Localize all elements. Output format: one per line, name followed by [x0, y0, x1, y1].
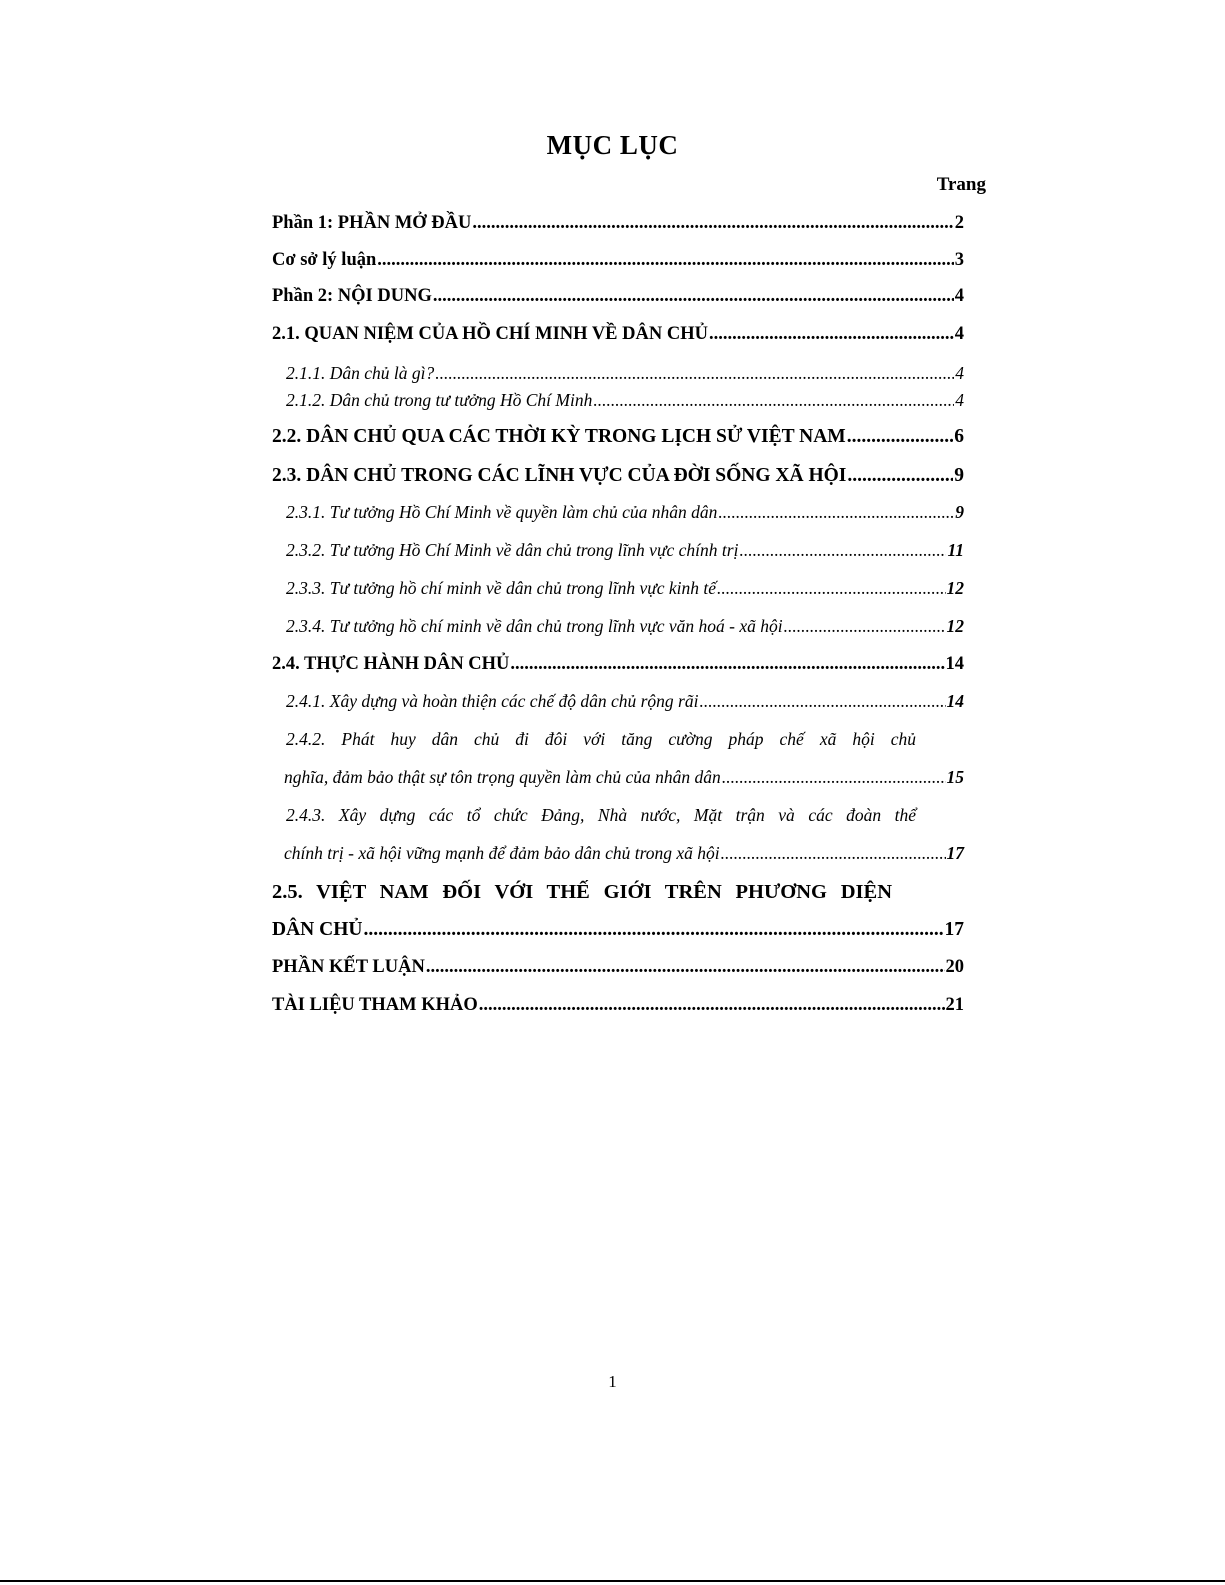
toc-entry-2-4-2-cont[interactable]: [284, 769, 964, 787]
dot-leader: [363, 920, 943, 940]
toc-entry-text: 2.4. THỰC HÀNH DÂN CHỦ: [272, 654, 510, 674]
dot-leader: [433, 287, 954, 306]
toc-entry-2-4-1[interactable]: [272, 693, 964, 711]
toc-entry-page: 4: [954, 286, 964, 306]
toc-entry-text-line2: DÂN CHỦ: [272, 919, 363, 940]
dot-leader: [377, 251, 953, 270]
toc-entry-text: 2.3.1. Tư tưởng Hồ Chí Minh về quyền làm chủ của nhân dân: [286, 502, 718, 522]
dot-leader: [847, 466, 953, 486]
page-bottom-rule: [0, 1580, 1225, 1582]
toc-entry-text: 2.4.1. Xây dựng và hoàn thiện các chế độ dân chủ rộng rãi: [286, 691, 699, 711]
toc-entry-text-line1: 2.5. VIỆT NAM ĐỐI VỚI THẾ GIỚI TRÊN PHƯƠNG DIỆN: [272, 881, 892, 903]
toc-entry-page: 4: [955, 390, 964, 410]
toc-entry-text: Cơ sở lý luận: [272, 250, 377, 270]
toc-entry-page: 4: [954, 324, 964, 344]
toc-entry-2-2[interactable]: [272, 427, 964, 447]
toc-entry-text-line2: nghĩa, đảm bảo thật sự tôn trọng quyền làm chủ của nhân dân: [284, 767, 721, 787]
toc-entry-2-4-3-cont[interactable]: [284, 845, 964, 863]
dot-leader: [718, 504, 954, 522]
toc-entry-2-4-3[interactable]: [272, 807, 964, 825]
toc-entry-tai-lieu-tham-khao[interactable]: [272, 996, 964, 1015]
toc-entry-2-5-cont[interactable]: [272, 920, 964, 940]
toc-entry-page: 3: [954, 250, 964, 270]
toc-entry-page: 17: [946, 843, 964, 863]
toc-entry-page: 20: [945, 957, 964, 977]
toc-entry-page: 14: [946, 691, 964, 711]
toc-entry-text: 2.2. DÂN CHỦ QUA CÁC THỜI KỲ TRONG LỊCH SỬ VIỆT NAM: [272, 426, 846, 447]
toc-entry-text: TÀI LIỆU THAM KHẢO: [272, 995, 478, 1015]
toc-entry-2-5[interactable]: [272, 882, 892, 903]
toc-entry-page: 12: [946, 578, 964, 598]
toc-entry-text-line1: 2.4.3. Xây dựng các tổ chức Đảng, Nhà nước, Mặt trận và các đoàn thể: [286, 805, 916, 825]
dot-leader: [593, 392, 954, 410]
dot-leader: [699, 693, 945, 711]
dot-leader: [435, 365, 954, 383]
toc-entry-text: 2.1.2. Dân chủ trong tư tưởng Hồ Chí Minh: [286, 390, 593, 410]
toc-entry-2-4[interactable]: [272, 655, 964, 674]
dot-leader: [717, 580, 945, 598]
toc-entry-text: 2.3.4. Tư tưởng hồ chí minh về dân chủ trong lĩnh vực văn hoá - xã hội: [286, 616, 783, 636]
toc-entry-page: 11: [947, 540, 964, 560]
dot-leader: [426, 958, 945, 977]
toc-entry-2-3[interactable]: [272, 466, 964, 486]
dot-leader: [510, 655, 944, 674]
dot-leader: [784, 618, 946, 636]
toc-entry-2-3-4[interactable]: [272, 618, 964, 636]
toc-entry-text: 2.3.3. Tư tưởng hồ chí minh về dân chủ trong lĩnh vực kinh tế: [286, 578, 717, 598]
dot-leader: [472, 214, 953, 233]
toc-entry-page: 2: [954, 213, 964, 233]
toc-entry-page: 15: [946, 767, 964, 787]
toc-entry-2-3-3[interactable]: [272, 580, 964, 598]
dot-leader: [479, 996, 945, 1015]
toc-title: MỤC LỤC: [546, 130, 679, 160]
toc-entry-text: 2.3.2. Tư tưởng Hồ Chí Minh về dân chủ trong lĩnh vực chính trị: [286, 540, 739, 560]
dot-leader: [847, 427, 954, 447]
table-of-contents: [272, 0, 964, 1585]
toc-entry-text-line1: 2.4.2. Phát huy dân chủ đi đôi với tăng cường pháp chế xã hội chủ: [286, 729, 916, 749]
dot-leader: [709, 325, 954, 344]
dot-leader: [739, 542, 946, 560]
toc-entry-text-line2: chính trị - xã hội vững mạnh để đảm bảo dân chủ trong xã hội: [284, 843, 720, 863]
toc-entry-page: 4: [955, 363, 964, 383]
toc-entry-text: Phần 1: PHẦN MỞ ĐẦU: [272, 213, 472, 233]
toc-entry-page: 12: [946, 616, 964, 636]
toc-entry-phan-mo-dau[interactable]: [272, 214, 964, 233]
dot-leader: [721, 845, 946, 863]
toc-entry-2-1-2[interactable]: [272, 392, 964, 410]
toc-entry-2-1[interactable]: [272, 325, 964, 344]
toc-entry-2-4-2[interactable]: [272, 731, 964, 749]
toc-entry-page: 17: [944, 919, 964, 940]
toc-entry-text: 2.3. DÂN CHỦ TRONG CÁC LĨNH VỰC CỦA ĐỜI SỐNG XÃ HỘI: [272, 465, 847, 486]
toc-entry-2-3-2[interactable]: [272, 542, 964, 560]
toc-entry-noi-dung[interactable]: [272, 287, 964, 306]
toc-entry-page: 21: [945, 995, 964, 1015]
dot-leader: [722, 769, 946, 787]
toc-entry-page: 6: [954, 426, 964, 447]
toc-entry-text: 2.1.1. Dân chủ là gì?: [286, 363, 435, 383]
toc-entry-2-1-1[interactable]: [272, 365, 964, 383]
toc-entry-text: 2.1. QUAN NIỆM CỦA HỒ CHÍ MINH VỀ DÂN CHỦ: [272, 324, 708, 344]
toc-entry-2-3-1[interactable]: [272, 504, 964, 522]
toc-entry-text: Phần 2: NỘI DUNG: [272, 286, 432, 306]
page-column-label: Trang: [936, 174, 986, 195]
page-number: 1: [608, 1372, 617, 1391]
toc-entry-page: 9: [955, 502, 964, 522]
toc-entry-co-so-ly-luan[interactable]: [272, 251, 964, 270]
toc-entry-page: 14: [945, 654, 964, 674]
toc-entry-text: PHẦN KẾT LUẬN: [272, 957, 425, 977]
toc-entry-ket-luan[interactable]: [272, 958, 964, 977]
toc-entry-page: 9: [954, 465, 964, 486]
